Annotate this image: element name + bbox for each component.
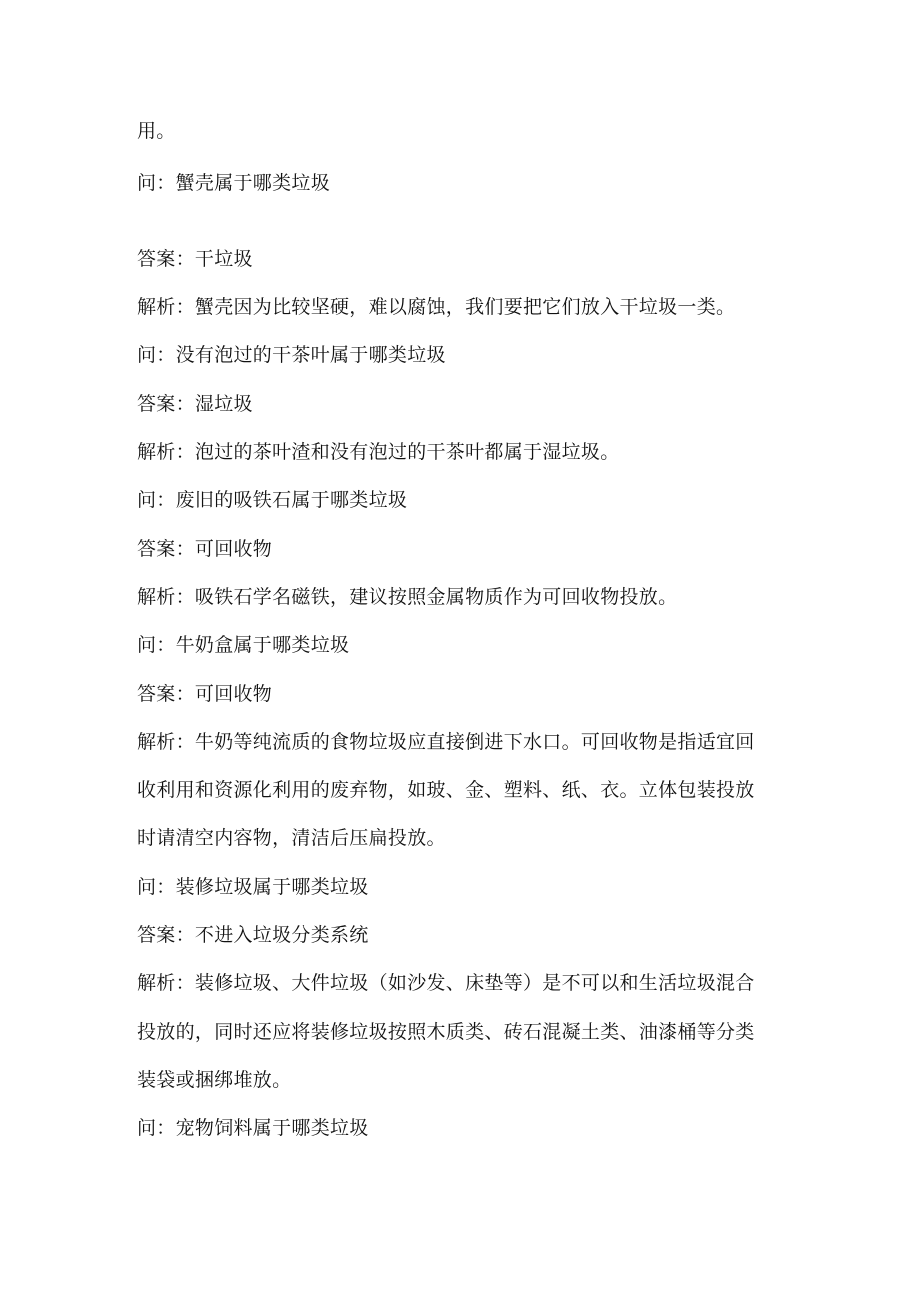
- answer-dry-tea-leaves: 答案：湿垃圾: [137, 393, 253, 415]
- explanation-magnet: 解析：吸铁石学名磁铁，建议按照金属物质作为可回收物投放。: [137, 586, 678, 608]
- question-dry-tea-leaves: 问：没有泡过的干茶叶属于哪类垃圾: [137, 344, 446, 366]
- answer-magnet: 答案：可回收物: [137, 538, 273, 560]
- paragraph-continuation: 用。: [137, 120, 176, 142]
- explanation-milk-carton-line-1: 解析：牛奶等纯流质的食物垃圾应直接倒进下水口。可回收物是指适宜回: [137, 731, 755, 753]
- question-milk-carton: 问：牛奶盒属于哪类垃圾: [137, 634, 350, 656]
- explanation-dry-tea-leaves: 解析：泡过的茶叶渣和没有泡过的干茶叶都属于湿垃圾。: [137, 441, 620, 463]
- question-pet-food: 问：宠物饲料属于哪类垃圾: [137, 1117, 369, 1139]
- explanation-renovation-waste-line-1: 解析：装修垃圾、大件垃圾（如沙发、床垫等）是不可以和生活垃圾混合: [137, 972, 755, 994]
- answer-renovation-waste: 答案：不进入垃圾分类系统: [137, 924, 369, 946]
- explanation-renovation-waste-line-2: 投放的，同时还应将装修垃圾按照木质类、砖石混凝土类、油漆桶等分类: [137, 1021, 755, 1043]
- explanation-milk-carton-line-3: 时请清空内容物，清洁后压扁投放。: [137, 827, 446, 849]
- explanation-renovation-waste-line-3: 装袋或捆绑堆放。: [137, 1069, 292, 1091]
- explanation-crab-shell: 解析：蟹壳因为比较坚硬，难以腐蚀，我们要把它们放入干垃圾一类。: [137, 296, 736, 318]
- question-magnet: 问：废旧的吸铁石属于哪类垃圾: [137, 489, 408, 511]
- explanation-milk-carton-line-2: 收利用和资源化利用的废弃物，如玻、金、塑料、纸、衣。立体包装投放: [137, 779, 755, 801]
- question-renovation-waste: 问：装修垃圾属于哪类垃圾: [137, 876, 369, 898]
- answer-crab-shell: 答案：干垃圾: [137, 248, 253, 270]
- answer-milk-carton: 答案：可回收物: [137, 683, 273, 705]
- question-crab-shell: 问：蟹壳属于哪类垃圾: [137, 172, 331, 194]
